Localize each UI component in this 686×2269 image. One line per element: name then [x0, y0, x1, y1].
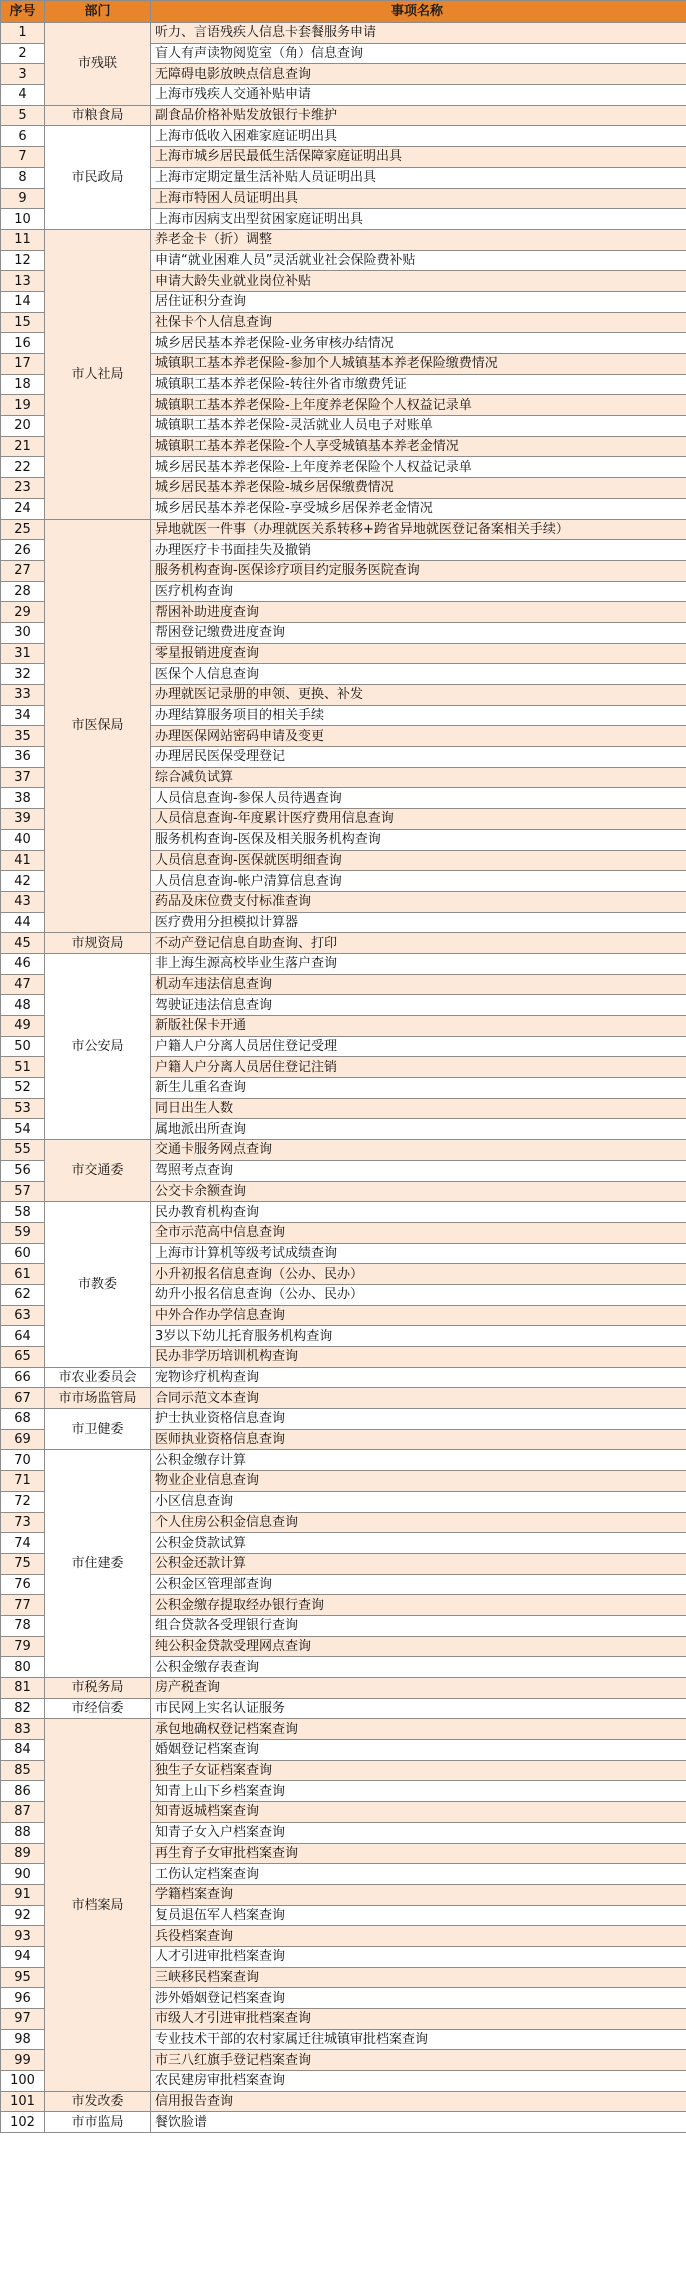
item-name: 零星报销进度查询 [151, 643, 686, 664]
item-name: 上海市计算机等级考试成绩查询 [151, 1243, 686, 1264]
item-name: 无障碍电影放映点信息查询 [151, 64, 686, 85]
row-number: 69 [1, 1429, 45, 1450]
row-number: 26 [1, 540, 45, 561]
row-number: 83 [1, 1719, 45, 1740]
row-number: 62 [1, 1284, 45, 1305]
item-name: 涉外婚姻登记档案查询 [151, 1988, 686, 2009]
row-number: 91 [1, 1884, 45, 1905]
item-name: 专业技术干部的农村家属迁往城镇审批档案查询 [151, 2029, 686, 2050]
table-row [1, 2112, 686, 2133]
item-name: 综合减负试算 [151, 767, 686, 788]
row-number: 63 [1, 1305, 45, 1326]
item-name: 民办教育机构查询 [151, 1202, 686, 1223]
table-row [1, 23, 686, 44]
row-number: 15 [1, 312, 45, 333]
row-number: 66 [1, 1367, 45, 1388]
row-number: 42 [1, 871, 45, 892]
item-name: 独生子女证档案查询 [151, 1760, 686, 1781]
item-name: 新版社保卡开通 [151, 1016, 686, 1037]
row-number: 16 [1, 333, 45, 354]
item-name: 户籍人户分离人员居住登记受理 [151, 1036, 686, 1057]
header-dept: 部门 [45, 1, 151, 23]
item-name: 护士执业资格信息查询 [151, 1409, 686, 1430]
item-name: 养老金卡（折）调整 [151, 229, 686, 250]
table-row [1, 519, 686, 540]
item-name: 公交卡余额查询 [151, 1181, 686, 1202]
row-number: 92 [1, 1905, 45, 1926]
row-number: 61 [1, 1264, 45, 1285]
row-number: 54 [1, 1119, 45, 1140]
item-name: 个人住房公积金信息查询 [151, 1512, 686, 1533]
department-cell: 市公安局 [45, 953, 151, 1139]
department-cell: 市粮食局 [45, 105, 151, 126]
row-number: 3 [1, 64, 45, 85]
item-name: 交通卡服务网点查询 [151, 1140, 686, 1161]
item-name: 城镇职工基本养老保险-转往外省市缴费凭证 [151, 374, 686, 395]
table-row [1, 1202, 686, 1223]
item-name: 市三八红旗手登记档案查询 [151, 2050, 686, 2071]
row-number: 38 [1, 788, 45, 809]
row-number: 52 [1, 1078, 45, 1099]
row-number: 7 [1, 147, 45, 168]
item-name: 上海市因病支出型贫困家庭证明出具 [151, 209, 686, 230]
department-cell: 市医保局 [45, 519, 151, 933]
item-name: 医疗费用分担模拟计算器 [151, 912, 686, 933]
row-number: 55 [1, 1140, 45, 1161]
item-name: 药品及床位费支付标准查询 [151, 891, 686, 912]
row-number: 98 [1, 2029, 45, 2050]
item-name: 办理居民医保受理登记 [151, 747, 686, 768]
department-cell: 市住建委 [45, 1450, 151, 1678]
row-number: 30 [1, 622, 45, 643]
item-name: 公积金缴存提取经办银行查询 [151, 1595, 686, 1616]
table-row [1, 1698, 686, 1719]
row-number: 68 [1, 1409, 45, 1430]
item-name: 城乡居民基本养老保险-业务审核办结情况 [151, 333, 686, 354]
item-name: 民办非学历培训机构查询 [151, 1347, 686, 1368]
item-name: 医疗机构查询 [151, 581, 686, 602]
item-name: 城乡居民基本养老保险-城乡居保缴费情况 [151, 478, 686, 499]
item-name: 上海市定期定量生活补贴人员证明出具 [151, 167, 686, 188]
item-name: 驾照考点查询 [151, 1160, 686, 1181]
row-number: 5 [1, 105, 45, 126]
department-cell: 市市监局 [45, 2112, 151, 2133]
item-name: 城镇职工基本养老保险-上年度养老保险个人权益记录单 [151, 395, 686, 416]
item-name: 上海市低收入困难家庭证明出具 [151, 126, 686, 147]
item-name: 兵役档案查询 [151, 1926, 686, 1947]
item-name: 新生儿重名查询 [151, 1078, 686, 1099]
table-row [1, 1140, 686, 1161]
row-number: 45 [1, 933, 45, 954]
item-name: 公积金缴存计算 [151, 1450, 686, 1471]
row-number: 48 [1, 995, 45, 1016]
item-name: 农民建房审批档案查询 [151, 2071, 686, 2092]
item-name: 城乡居民基本养老保险-享受城乡居保养老金情况 [151, 498, 686, 519]
row-number: 77 [1, 1595, 45, 1616]
row-number: 22 [1, 457, 45, 478]
row-number: 21 [1, 436, 45, 457]
row-number: 14 [1, 291, 45, 312]
item-name: 3岁以下幼儿托育服务机构查询 [151, 1326, 686, 1347]
department-cell: 市教委 [45, 1202, 151, 1368]
row-number: 17 [1, 354, 45, 375]
item-name: 公积金还款计算 [151, 1553, 686, 1574]
row-number: 59 [1, 1222, 45, 1243]
row-number: 23 [1, 478, 45, 499]
row-number: 18 [1, 374, 45, 395]
item-name: 办理医保网站密码申请及变更 [151, 726, 686, 747]
table-row [1, 1719, 686, 1740]
item-name: 承包地确权登记档案查询 [151, 1719, 686, 1740]
row-number: 93 [1, 1926, 45, 1947]
row-number: 100 [1, 2071, 45, 2092]
item-name: 城镇职工基本养老保险-参加个人城镇基本养老保险缴费情况 [151, 354, 686, 375]
item-name: 办理医疗卡书面挂失及撤销 [151, 540, 686, 561]
row-number: 97 [1, 2009, 45, 2030]
row-number: 37 [1, 767, 45, 788]
department-cell: 市市场监管局 [45, 1388, 151, 1409]
table-row [1, 933, 686, 954]
row-number: 35 [1, 726, 45, 747]
department-cell: 市发改委 [45, 2091, 151, 2112]
row-number: 72 [1, 1491, 45, 1512]
item-name: 帮困登记缴费进度查询 [151, 622, 686, 643]
table-row [1, 126, 686, 147]
table-row [1, 1450, 686, 1471]
item-name: 服务机构查询-医保诊疗项目约定服务医院查询 [151, 560, 686, 581]
row-number: 79 [1, 1636, 45, 1657]
row-number: 4 [1, 85, 45, 106]
row-number: 8 [1, 167, 45, 188]
department-cell: 市规资局 [45, 933, 151, 954]
row-number: 75 [1, 1553, 45, 1574]
row-number: 25 [1, 519, 45, 540]
row-number: 71 [1, 1471, 45, 1492]
department-cell: 市经信委 [45, 1698, 151, 1719]
row-number: 34 [1, 705, 45, 726]
row-number: 57 [1, 1181, 45, 1202]
row-number: 65 [1, 1347, 45, 1368]
item-name: 全市示范高中信息查询 [151, 1222, 686, 1243]
row-number: 28 [1, 581, 45, 602]
item-name: 公积金贷款试算 [151, 1533, 686, 1554]
row-number: 81 [1, 1678, 45, 1699]
item-name: 服务机构查询-医保及相关服务机构查询 [151, 829, 686, 850]
row-number: 27 [1, 560, 45, 581]
row-number: 51 [1, 1057, 45, 1078]
item-name: 学籍档案查询 [151, 1884, 686, 1905]
item-name: 小升初报名信息查询（公办、民办） [151, 1264, 686, 1285]
item-name: 盲人有声读物阅览室（角）信息查询 [151, 43, 686, 64]
header-item: 事项名称 [151, 1, 686, 23]
item-name: 上海市特困人员证明出具 [151, 188, 686, 209]
header-no: 序号 [1, 1, 45, 23]
item-name: 人才引进审批档案查询 [151, 1946, 686, 1967]
item-name: 纯公积金贷款受理网点查询 [151, 1636, 686, 1657]
row-number: 20 [1, 416, 45, 437]
item-name: 中外合作办学信息查询 [151, 1305, 686, 1326]
row-number: 33 [1, 685, 45, 706]
row-number: 89 [1, 1843, 45, 1864]
item-name: 申请“就业困难人员”灵活就业社会保险费补贴 [151, 250, 686, 271]
row-number: 49 [1, 1016, 45, 1037]
department-cell: 市农业委员会 [45, 1367, 151, 1388]
item-name: 城乡居民基本养老保险-上年度养老保险个人权益记录单 [151, 457, 686, 478]
item-name: 社保卡个人信息查询 [151, 312, 686, 333]
row-number: 58 [1, 1202, 45, 1223]
item-name: 知青返城档案查询 [151, 1802, 686, 1823]
row-number: 24 [1, 498, 45, 519]
item-name: 上海市残疾人交通补贴申请 [151, 85, 686, 106]
department-cell: 市税务局 [45, 1678, 151, 1699]
row-number: 87 [1, 1802, 45, 1823]
row-number: 39 [1, 809, 45, 830]
item-name: 户籍人户分离人员居住登记注销 [151, 1057, 686, 1078]
row-number: 44 [1, 912, 45, 933]
item-name: 人员信息查询-参保人员待遇查询 [151, 788, 686, 809]
item-name: 幼升小报名信息查询（公办、民办） [151, 1284, 686, 1305]
item-name: 医保个人信息查询 [151, 664, 686, 685]
row-number: 60 [1, 1243, 45, 1264]
item-name: 副食品价格补贴发放银行卡维护 [151, 105, 686, 126]
item-name: 公积金缴存表查询 [151, 1657, 686, 1678]
row-number: 40 [1, 829, 45, 850]
item-name: 市民网上实名认证服务 [151, 1698, 686, 1719]
item-name: 知青子女入户档案查询 [151, 1822, 686, 1843]
row-number: 43 [1, 891, 45, 912]
table-row [1, 1678, 686, 1699]
row-number: 13 [1, 271, 45, 292]
row-number: 86 [1, 1781, 45, 1802]
row-number: 6 [1, 126, 45, 147]
row-number: 67 [1, 1388, 45, 1409]
item-name: 听力、言语残疾人信息卡套餐服务申请 [151, 23, 686, 44]
item-name: 人员信息查询-年度累计医疗费用信息查询 [151, 809, 686, 830]
item-name: 婚姻登记档案查询 [151, 1740, 686, 1761]
table-row [1, 953, 686, 974]
row-number: 10 [1, 209, 45, 230]
item-name: 物业企业信息查询 [151, 1471, 686, 1492]
item-name: 办理结算服务项目的相关手续 [151, 705, 686, 726]
row-number: 64 [1, 1326, 45, 1347]
table-row [1, 2091, 686, 2112]
item-name: 城镇职工基本养老保险-个人享受城镇基本养老金情况 [151, 436, 686, 457]
row-number: 2 [1, 43, 45, 64]
row-number: 53 [1, 1098, 45, 1119]
table-row [1, 1388, 686, 1409]
item-name: 房产税查询 [151, 1678, 686, 1699]
item-name: 合同示范文本查询 [151, 1388, 686, 1409]
row-number: 50 [1, 1036, 45, 1057]
item-name: 再生育子女审批档案查询 [151, 1843, 686, 1864]
row-number: 47 [1, 974, 45, 995]
table-row [1, 1367, 686, 1388]
department-cell: 市档案局 [45, 1719, 151, 2091]
row-number: 46 [1, 953, 45, 974]
row-number: 73 [1, 1512, 45, 1533]
item-name: 上海市城乡居民最低生活保障家庭证明出具 [151, 147, 686, 168]
table-row [1, 105, 686, 126]
item-name: 餐饮脸谱 [151, 2112, 686, 2133]
row-number: 85 [1, 1760, 45, 1781]
item-name: 公积金区管理部查询 [151, 1574, 686, 1595]
row-number: 88 [1, 1822, 45, 1843]
row-number: 99 [1, 2050, 45, 2071]
row-number: 101 [1, 2091, 45, 2112]
table-row [1, 1409, 686, 1430]
item-name: 帮困补助进度查询 [151, 602, 686, 623]
item-name: 知青上山下乡档案查询 [151, 1781, 686, 1802]
item-name: 小区信息查询 [151, 1491, 686, 1512]
row-number: 90 [1, 1864, 45, 1885]
row-number: 82 [1, 1698, 45, 1719]
item-name: 同日出生人数 [151, 1098, 686, 1119]
department-cell: 市交通委 [45, 1140, 151, 1202]
item-name: 组合贷款各受理银行查询 [151, 1615, 686, 1636]
item-name: 医师执业资格信息查询 [151, 1429, 686, 1450]
item-name: 申请大龄失业就业岗位补贴 [151, 271, 686, 292]
item-name: 机动车违法信息查询 [151, 974, 686, 995]
department-cell: 市残联 [45, 23, 151, 106]
item-name: 三峡移民档案查询 [151, 1967, 686, 1988]
row-number: 41 [1, 850, 45, 871]
row-number: 70 [1, 1450, 45, 1471]
row-number: 32 [1, 664, 45, 685]
row-number: 19 [1, 395, 45, 416]
item-name: 办理就医记录册的申领、更换、补发 [151, 685, 686, 706]
item-name: 属地派出所查询 [151, 1119, 686, 1140]
item-name: 宠物诊疗机构查询 [151, 1367, 686, 1388]
item-name: 居住证积分查询 [151, 291, 686, 312]
department-cell: 市人社局 [45, 229, 151, 519]
row-number: 36 [1, 747, 45, 768]
table-body [1, 23, 686, 2133]
item-name: 城镇职工基本养老保险-灵活就业人员电子对账单 [151, 416, 686, 437]
department-cell: 市民政局 [45, 126, 151, 229]
row-number: 9 [1, 188, 45, 209]
item-name: 复员退伍军人档案查询 [151, 1905, 686, 1926]
item-name: 工伤认定档案查询 [151, 1864, 686, 1885]
row-number: 31 [1, 643, 45, 664]
row-number: 74 [1, 1533, 45, 1554]
row-number: 94 [1, 1946, 45, 1967]
row-number: 56 [1, 1160, 45, 1181]
table-row [1, 229, 686, 250]
item-name: 人员信息查询-帐户清算信息查询 [151, 871, 686, 892]
row-number: 78 [1, 1615, 45, 1636]
item-name: 非上海生源高校毕业生落户查询 [151, 953, 686, 974]
row-number: 84 [1, 1740, 45, 1761]
row-number: 1 [1, 23, 45, 44]
row-number: 12 [1, 250, 45, 271]
row-number: 96 [1, 1988, 45, 2009]
item-name: 驾驶证违法信息查询 [151, 995, 686, 1016]
row-number: 102 [1, 2112, 45, 2133]
row-number: 11 [1, 229, 45, 250]
item-name: 不动产登记信息自助查询、打印 [151, 933, 686, 954]
department-cell: 市卫健委 [45, 1409, 151, 1450]
row-number: 76 [1, 1574, 45, 1595]
item-name: 信用报告查询 [151, 2091, 686, 2112]
item-name: 市级人才引进审批档案查询 [151, 2009, 686, 2030]
row-number: 95 [1, 1967, 45, 1988]
item-name: 人员信息查询-医保就医明细查询 [151, 850, 686, 871]
row-number: 80 [1, 1657, 45, 1678]
item-name: 异地就医一件事（办理就医关系转移+跨省异地就医登记备案相关手续） [151, 519, 686, 540]
row-number: 29 [1, 602, 45, 623]
header-row [1, 1, 686, 23]
